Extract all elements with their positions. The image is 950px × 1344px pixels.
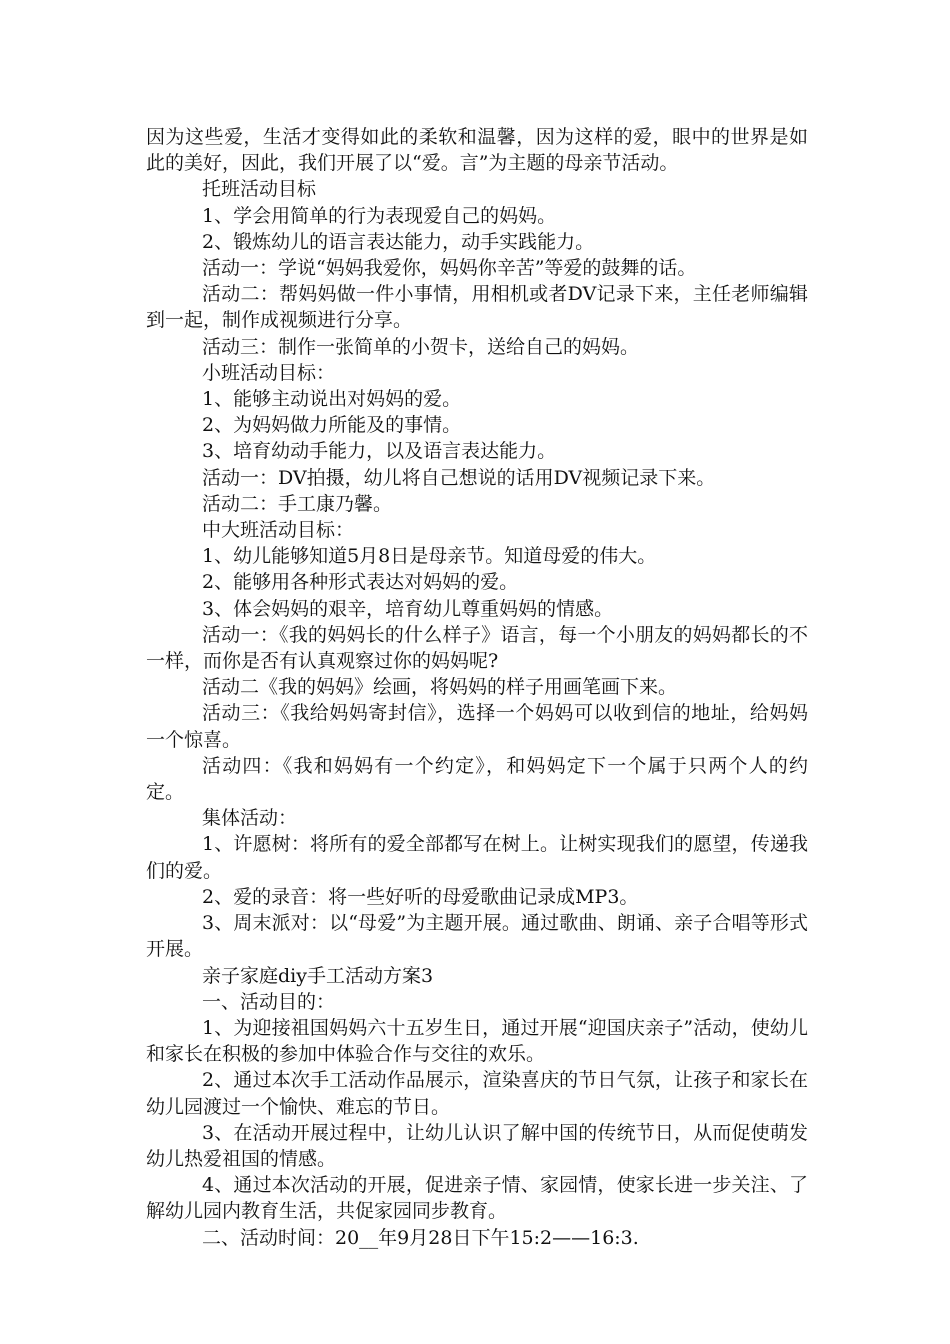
paragraph: 4、通过本次活动的开展，促进亲子情、家园情，使家长进一步关注、了解幼儿园内教育生活，共促家园同步教育。 xyxy=(146,1174,808,1223)
paragraph: 2、通过本次手工活动作品展示，渲染喜庆的节日气氛，让孩子和家长在幼儿园渡过一个愉快、难忘的节日。 xyxy=(146,1069,808,1118)
paragraph: 一、活动目的： xyxy=(202,990,336,1013)
paragraph: 活动一：DV拍摄，幼儿将自己想说的话用DV视频记录下来。 xyxy=(202,466,716,489)
paragraph: 集体活动： xyxy=(202,807,298,830)
paragraph: 3、周末派对：以“母爱”为主题开展。通过歌曲、朗诵、亲子合唱等形式开展。 xyxy=(146,912,808,961)
paragraph: 因为这些爱，生活才变得如此的柔软和温馨，因为这样的爱，眼中的世界是如此的美好，因此，我们开展了以“爱。言”为主题的母亲节活动。 xyxy=(146,126,808,175)
paragraph: 托班活动目标 xyxy=(202,178,317,201)
paragraph: 活动三：《我给妈妈寄封信》，选择一个妈妈可以收到信的地址，给妈妈一个惊喜。 xyxy=(146,702,808,751)
paragraph: 1、为迎接祖国妈妈六十五岁生日，通过开展“迎国庆亲子”活动，使幼儿和家长在积极的参加中体验合作与交往的欢乐。 xyxy=(146,1016,808,1066)
paragraph: 活动二：手工康乃馨。 xyxy=(202,492,393,515)
paragraph: 1、许愿树：将所有的爱全部都写在树上。让树实现我们的愿望，传递我们的爱。 xyxy=(146,833,808,882)
paragraph: 活动一：《我的妈妈长的什么样子》语言，每一个小朋友的妈妈都长的不一样，而你是否有认真观察过你的妈妈呢? xyxy=(146,623,808,673)
paragraph: 2、锻炼幼儿的语言表达能力，动手实践能力。 xyxy=(202,230,595,253)
paragraph: 1、能够主动说出对妈妈的爱。 xyxy=(202,388,462,411)
paragraph: 2、为妈妈做力所能及的事情。 xyxy=(202,414,462,437)
paragraph: 活动三：制作一张简单的小贺卡，送给自己的妈妈。 xyxy=(202,335,640,358)
paragraph: 1、学会用简单的行为表现爱自己的妈妈。 xyxy=(202,204,557,227)
paragraph: 亲子家庭diy手工活动方案3 xyxy=(202,964,434,987)
paragraph: 3、在活动开展过程中，让幼儿认识了解中国的传统节日，从而促使萌发幼儿热爱祖国的情感。 xyxy=(146,1121,808,1170)
document-body xyxy=(146,124,808,1251)
paragraph: 二、活动时间：20__年9月28日下午15:2——16:3. xyxy=(202,1226,639,1249)
paragraph: 活动二：帮妈妈做一件小事情，用相机或者DV记录下来，主任老师编辑到一起，制作成视频进行分享。 xyxy=(146,283,808,332)
paragraph: 小班活动目标： xyxy=(202,361,336,384)
paragraph: 1、幼儿能够知道5月8日是母亲节。知道母爱的伟大。 xyxy=(202,545,657,568)
paragraph: 活动一：学说“妈妈我爱你，妈妈你辛苦”等爱的鼓舞的话。 xyxy=(202,257,697,280)
paragraph: 3、培育幼动手能力，以及语言表达能力。 xyxy=(202,440,557,463)
paragraph: 活动二《我的妈妈》绘画，将妈妈的样子用画笔画下来。 xyxy=(202,676,678,699)
paragraph: 3、体会妈妈的艰辛，培育幼儿尊重妈妈的情感。 xyxy=(202,597,614,620)
paragraph: 活动四：《我和妈妈有一个约定》，和妈妈定下一个属于只两个人的约定。 xyxy=(146,754,808,804)
paragraph: 中大班活动目标： xyxy=(202,519,355,542)
paragraph: 2、能够用各种形式表达对妈妈的爱。 xyxy=(202,571,519,594)
paragraph: 2、爱的录音：将一些好听的母爱歌曲记录成MP3。 xyxy=(202,885,639,908)
